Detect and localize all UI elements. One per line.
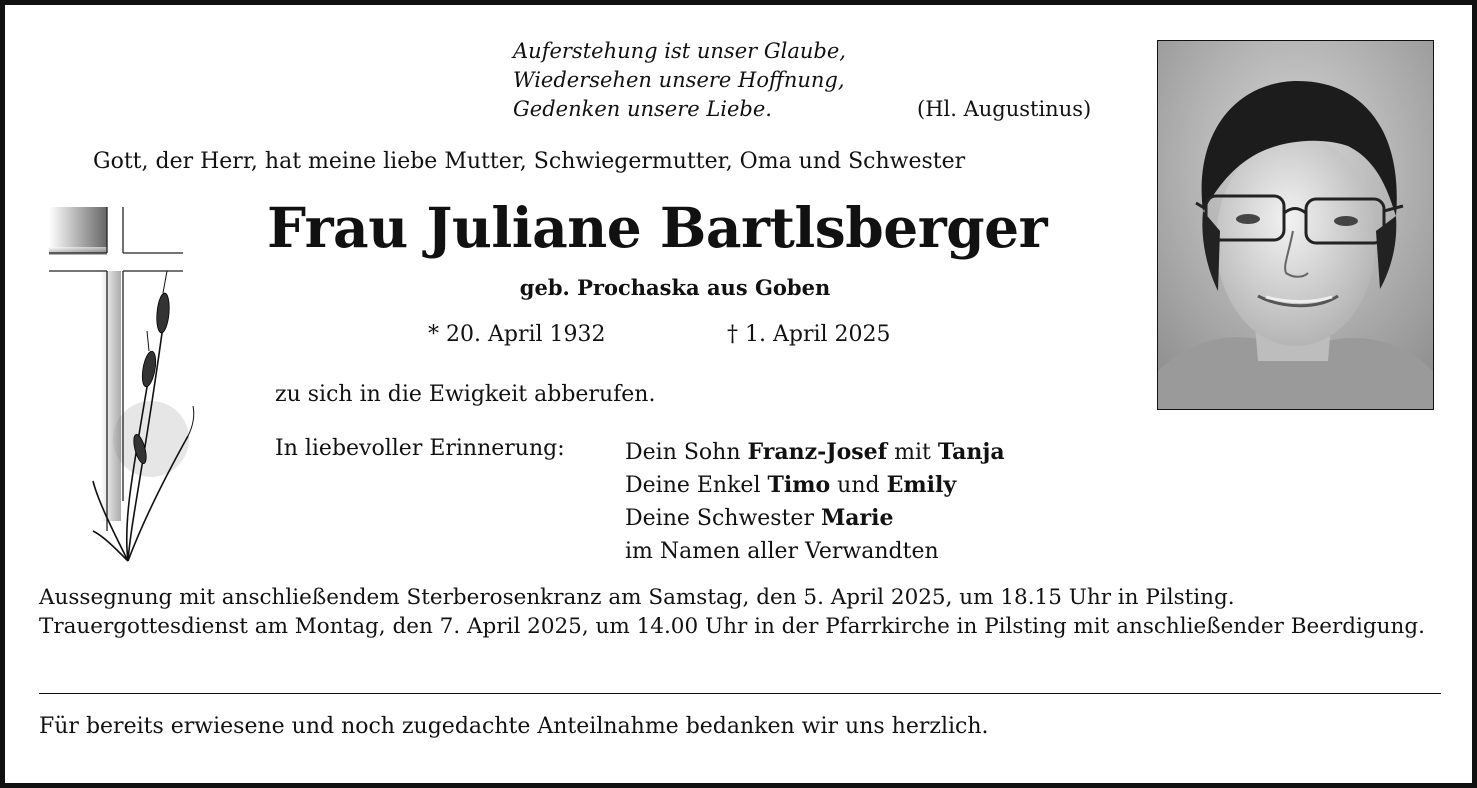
mourners-list: [625, 436, 1005, 568]
service-paragraph: Trauergottesdienst am Montag, den 7. April 2025, um 14.00 Uhr in der Pfarrkirche in Pilsting mit anschließender Beerdigung.: [39, 614, 1425, 639]
mourner-line: Deine Enkel Timo und Emily: [625, 472, 957, 498]
remembrance-label: In liebevoller Erinnerung:: [275, 436, 565, 461]
mourner-line: Deine Schwester Marie: [625, 505, 894, 531]
service-paragraph: Aussegnung mit anschließendem Sterberosenkranz am Samstag, den 5. April 2025, um 18.15 Uhr in Pilsting.: [39, 585, 1235, 610]
quote-author: (Hl. Augustinus): [917, 97, 1092, 121]
service-info: [39, 583, 1441, 641]
birth-date: * 20. April 1932: [428, 322, 606, 347]
deceased-name: Frau Juliane Bartlsberger: [267, 195, 1048, 260]
quote-line: Gedenken unsere Liebe.: [513, 97, 772, 121]
quote-line: Auferstehung ist unser Glaube,: [513, 39, 846, 63]
divider: [39, 693, 1441, 694]
mourner-line: im Namen aller Verwandten: [625, 539, 939, 564]
death-date: † 1. April 2025: [727, 322, 891, 347]
thanks-text: Für bereits erwiesene und noch zugedachte Anteilnahme bedanken wir uns herzlich.: [39, 714, 989, 739]
intro-text: Gott, der Herr, hat meine liebe Mutter, Schwiegermutter, Oma und Schwester: [93, 149, 966, 174]
quote-line: Wiedersehen unsere Hoffnung,: [513, 68, 845, 92]
mourner-line: Dein Sohn Franz-Josef mit Tanja: [625, 439, 1005, 465]
portrait-photo: [1157, 40, 1434, 410]
cross-with-wheat-icon: [43, 201, 203, 571]
birth-name: geb. Prochaska aus Goben: [519, 275, 831, 300]
called-text: zu sich in die Ewigkeit abberufen.: [275, 382, 656, 407]
quote: [513, 37, 846, 124]
